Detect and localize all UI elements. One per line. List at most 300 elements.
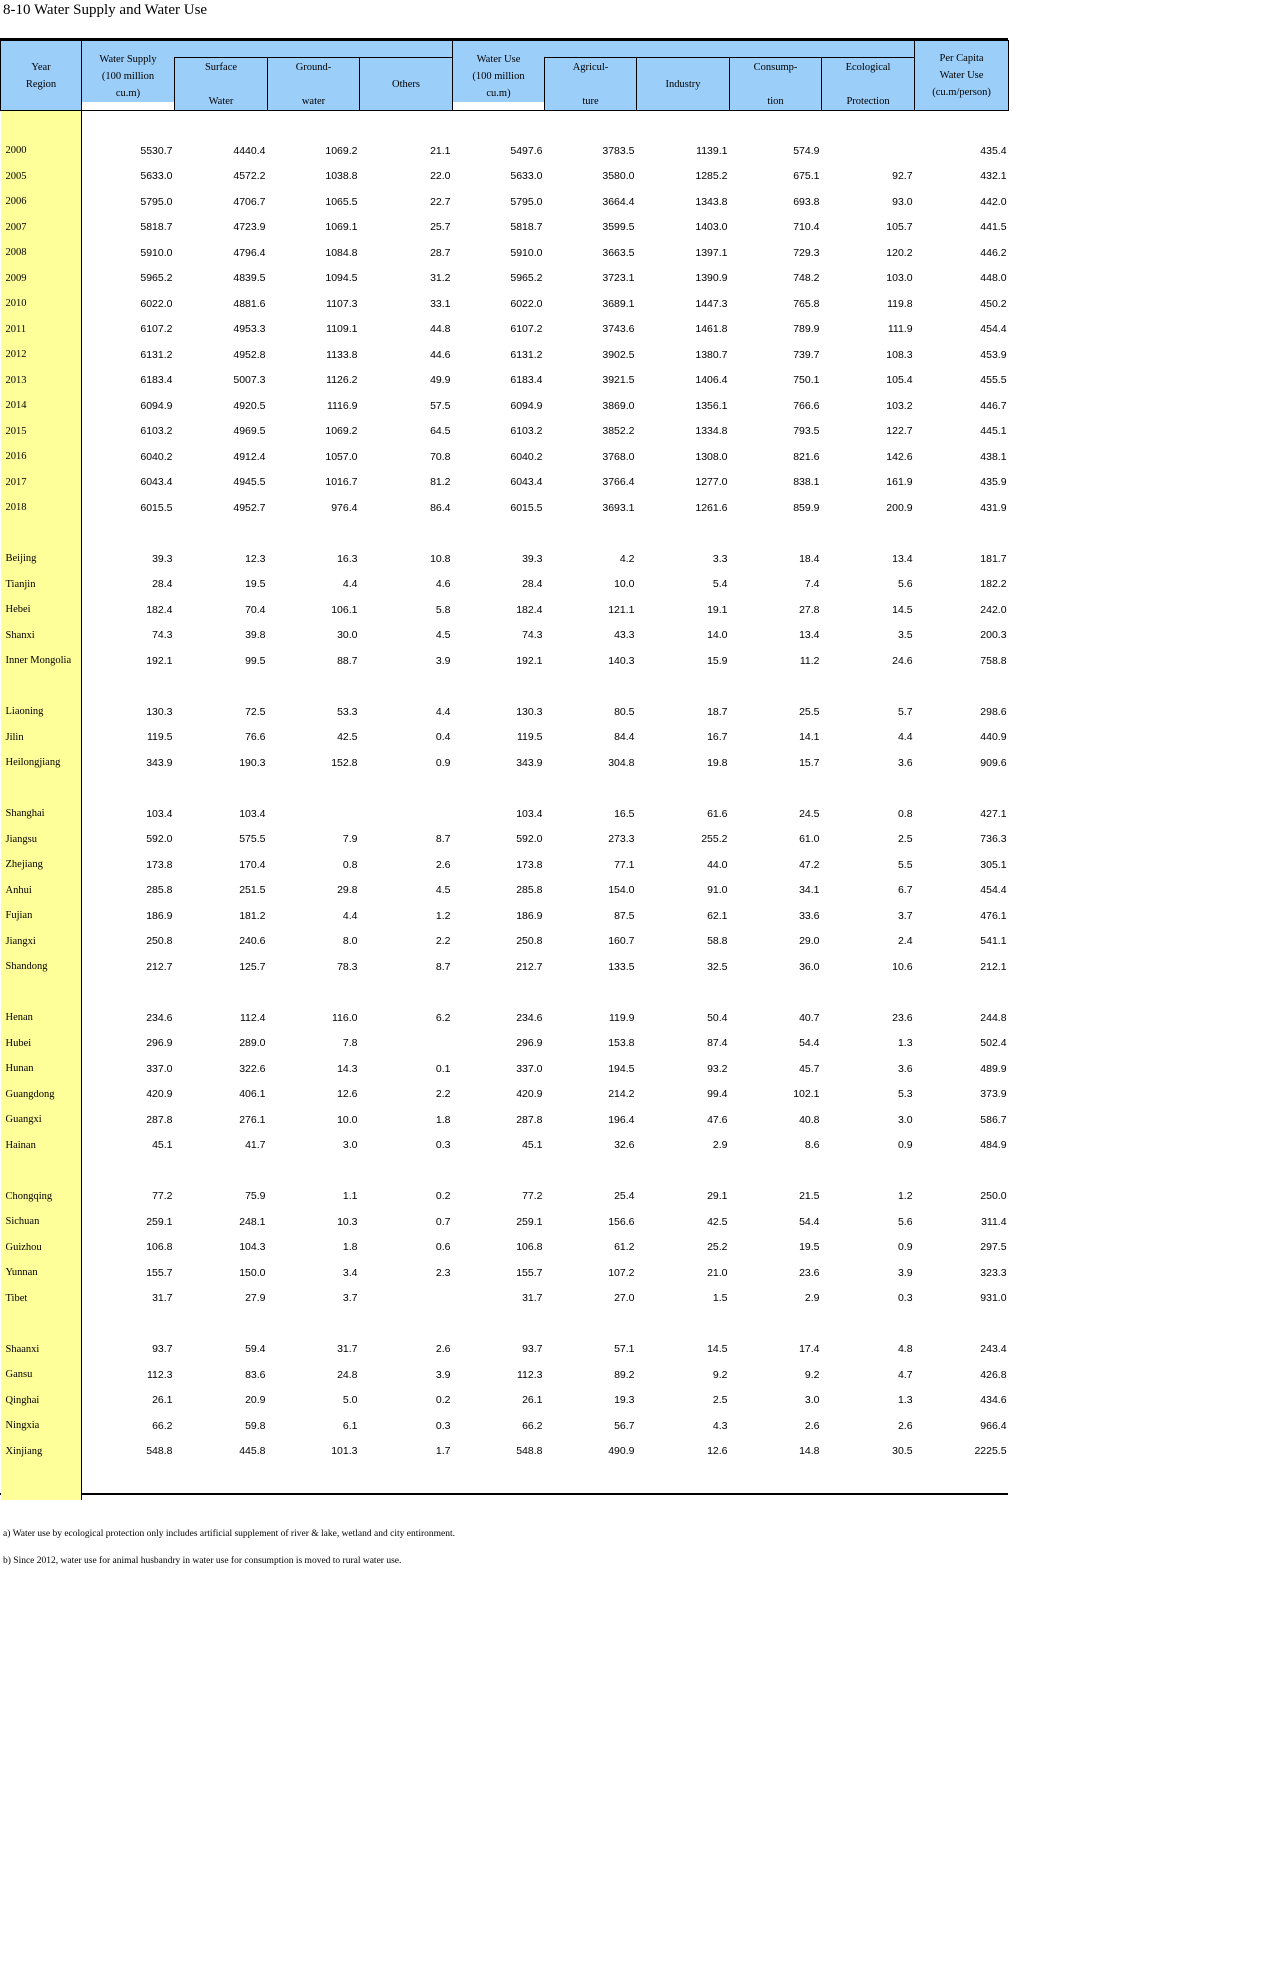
row-value: 27.9 <box>245 1292 266 1305</box>
row-value: 4.4 <box>342 909 358 922</box>
row-value: 32.6 <box>614 1139 635 1152</box>
row-value: 243.4 <box>980 1343 1007 1356</box>
table-row <box>1 189 1009 215</box>
row-value: 121.1 <box>608 603 635 616</box>
row-value: 43.3 <box>614 629 635 642</box>
row-value: 1277.0 <box>695 476 728 489</box>
row-value: 3902.5 <box>602 348 635 361</box>
row-value: 17.4 <box>799 1343 820 1356</box>
row-value: 438.1 <box>980 450 1007 463</box>
table-row <box>1 1209 1009 1235</box>
row-value: 44.0 <box>707 858 728 871</box>
row-value: 130.3 <box>516 705 543 718</box>
row-value: 255.2 <box>701 833 728 846</box>
row-value: 1.3 <box>897 1037 913 1050</box>
row-value: 5633.0 <box>140 170 173 183</box>
row-value: 119.8 <box>887 297 913 310</box>
row-value: 248.1 <box>239 1215 266 1228</box>
row-value: 4.8 <box>897 1343 913 1356</box>
row-value: 103.0 <box>886 272 913 285</box>
row-value: 39.3 <box>522 552 543 565</box>
row-value: 14.3 <box>337 1062 358 1075</box>
row-value: 4969.5 <box>233 425 266 438</box>
row-value: 440.9 <box>980 731 1007 744</box>
row-value: 86.4 <box>430 501 451 514</box>
row-value: 16.7 <box>707 731 728 744</box>
row-value: 3693.1 <box>602 501 635 514</box>
row-value: 2.3 <box>435 1266 451 1279</box>
row-value: 93.7 <box>152 1343 173 1356</box>
table-row <box>1 546 1009 572</box>
footnote-a: a) Water use by ecological protection only includes artificial supplement of river & lake, wetland and city entironment. <box>3 1529 456 1539</box>
header-water-supply: Water Supply (100 million cu.m) <box>82 50 175 103</box>
row-value: 21.0 <box>707 1266 728 1279</box>
row-value: 57.5 <box>430 399 451 412</box>
row-value: 44.6 <box>430 348 451 361</box>
row-value: 106.8 <box>516 1241 543 1254</box>
row-value: 343.9 <box>516 756 543 769</box>
row-value: 27.0 <box>614 1292 635 1305</box>
row-value: 76.6 <box>245 731 266 744</box>
row-label: 2018 <box>1 495 82 521</box>
table-row <box>1 138 1009 164</box>
table-row <box>1 419 1009 445</box>
row-label: 2000 <box>1 138 82 164</box>
table-row <box>1 1388 1009 1414</box>
row-value: 5007.3 <box>233 374 266 387</box>
row-value: 19.1 <box>707 603 728 616</box>
row-value: 133.5 <box>608 960 635 973</box>
row-value: 6043.4 <box>140 476 173 489</box>
table-row <box>1 317 1009 343</box>
row-value: 234.6 <box>146 1011 173 1024</box>
row-value: 14.8 <box>799 1445 820 1458</box>
table-row <box>1 291 1009 317</box>
row-value: 1084.8 <box>325 246 358 259</box>
row-value: 7.4 <box>804 578 820 591</box>
header-surface-water: Surface Water <box>175 58 268 111</box>
row-value: 12.3 <box>245 552 266 565</box>
row-value: 44.8 <box>430 323 451 336</box>
row-label: Shandong <box>1 954 82 980</box>
row-value: 251.5 <box>239 884 266 897</box>
row-value: 675.1 <box>793 170 820 183</box>
row-value: 87.5 <box>614 909 635 922</box>
row-value: 1.2 <box>897 1190 913 1203</box>
row-value: 1133.8 <box>326 348 358 361</box>
row-value: 81.2 <box>430 476 451 489</box>
row-value: 435.4 <box>980 144 1007 157</box>
row-value: 1057.0 <box>325 450 358 463</box>
row-value: 33.1 <box>430 297 451 310</box>
row-value: 297.5 <box>980 1241 1007 1254</box>
row-value: 39.8 <box>245 629 266 642</box>
row-value: 323.3 <box>980 1266 1007 1279</box>
row-value: 710.4 <box>793 221 820 234</box>
row-value: 0.2 <box>435 1190 451 1203</box>
row-label: Anhui <box>1 878 82 904</box>
row-value: 30.0 <box>337 629 358 642</box>
row-value: 435.9 <box>980 476 1007 489</box>
row-value: 87.4 <box>707 1037 728 1050</box>
row-value: 541.1 <box>980 935 1007 948</box>
row-value: 2.9 <box>712 1139 728 1152</box>
row-value: 21.5 <box>799 1190 820 1203</box>
table-row <box>1 1337 1009 1363</box>
row-value: 31.7 <box>152 1292 173 1305</box>
row-value: 6.1 <box>342 1419 358 1432</box>
row-value: 2.6 <box>435 858 451 871</box>
row-value: 8.0 <box>342 935 358 948</box>
row-value: 5795.0 <box>140 195 173 208</box>
row-value: 448.0 <box>980 272 1007 285</box>
row-value: 170.4 <box>239 858 266 871</box>
row-value: 5965.2 <box>140 272 173 285</box>
row-value: 112.3 <box>517 1368 543 1381</box>
row-value: 859.9 <box>793 501 820 514</box>
row-value: 89.2 <box>614 1368 635 1381</box>
row-value: 1065.5 <box>325 195 358 208</box>
row-value: 140.3 <box>608 654 635 667</box>
table-row <box>1 929 1009 955</box>
row-value: 152.8 <box>331 756 358 769</box>
row-value: 61.2 <box>614 1241 635 1254</box>
row-value: 75.9 <box>245 1190 266 1203</box>
row-value: 88.7 <box>337 654 358 667</box>
row-value: 15.9 <box>707 654 728 667</box>
row-value: 273.3 <box>608 833 635 846</box>
row-value: 24.8 <box>337 1368 358 1381</box>
row-value: 450.2 <box>980 297 1007 310</box>
row-label: Fujian <box>1 903 82 929</box>
row-value: 200.9 <box>886 501 913 514</box>
row-value: 484.9 <box>980 1139 1007 1152</box>
row-value: 119.5 <box>147 731 173 744</box>
row-value: 50.4 <box>707 1011 728 1024</box>
row-value: 102.1 <box>793 1088 820 1101</box>
row-value: 106.8 <box>146 1241 173 1254</box>
row-label: 2010 <box>1 291 82 317</box>
row-value: 30.5 <box>892 1445 913 1458</box>
row-value: 29.1 <box>707 1190 728 1203</box>
row-value: 5965.2 <box>510 272 543 285</box>
row-value: 2.9 <box>804 1292 820 1305</box>
row-value: 502.4 <box>980 1037 1007 1050</box>
row-value: 0.8 <box>897 807 913 820</box>
row-value: 182.4 <box>146 603 173 616</box>
row-value: 24.6 <box>892 654 913 667</box>
row-value: 105.7 <box>886 221 913 234</box>
row-value <box>360 801 453 827</box>
row-value: 29.8 <box>337 884 358 897</box>
row-value: 22.0 <box>430 170 451 183</box>
row-value: 29.0 <box>799 935 820 948</box>
table-row <box>1 827 1009 853</box>
row-label: Hainan <box>1 1133 82 1159</box>
row-value: 337.0 <box>516 1062 543 1075</box>
row-value: 103.4 <box>146 807 173 820</box>
row-value <box>360 1286 453 1312</box>
row-value: 108.3 <box>886 348 913 361</box>
row-value: 0.9 <box>897 1139 913 1152</box>
row-value: 74.3 <box>522 629 543 642</box>
row-value: 343.9 <box>146 756 173 769</box>
table-row <box>1 725 1009 751</box>
row-value: 304.8 <box>608 756 635 769</box>
row-value: 420.9 <box>146 1088 173 1101</box>
row-value: 0.3 <box>897 1292 913 1305</box>
table-row <box>1 801 1009 827</box>
row-value: 489.9 <box>980 1062 1007 1075</box>
row-value: 22.7 <box>430 195 451 208</box>
row-value <box>268 801 360 827</box>
row-value: 3.4 <box>342 1266 358 1279</box>
row-label: Hunan <box>1 1056 82 1082</box>
row-value: 2.5 <box>897 833 913 846</box>
row-value: 3.9 <box>435 1368 451 1381</box>
row-value: 305.1 <box>980 858 1007 871</box>
row-value: 70.4 <box>245 603 266 616</box>
row-value: 20.9 <box>245 1394 266 1407</box>
row-value: 40.7 <box>799 1011 820 1024</box>
row-label: Guangxi <box>1 1107 82 1133</box>
row-value: 42.5 <box>707 1215 728 1228</box>
row-value: 25.5 <box>799 705 820 718</box>
row-value: 4953.3 <box>233 323 266 336</box>
row-value: 3852.2 <box>602 425 635 438</box>
row-value: 4723.9 <box>233 221 266 234</box>
row-value: 0.1 <box>435 1062 451 1075</box>
table-row <box>1 1133 1009 1159</box>
row-value: 77.2 <box>152 1190 173 1203</box>
row-value: 2.6 <box>804 1419 820 1432</box>
row-value: 3689.1 <box>602 297 635 310</box>
row-value: 6022.0 <box>510 297 543 310</box>
row-value: 427.1 <box>980 807 1007 820</box>
row-value: 3.7 <box>897 909 913 922</box>
row-value: 5910.0 <box>140 246 173 259</box>
row-value: 212.1 <box>980 960 1007 973</box>
row-value: 6022.0 <box>140 297 173 310</box>
row-value: 259.1 <box>516 1215 543 1228</box>
row-value: 276.1 <box>239 1113 266 1126</box>
row-value: 150.0 <box>239 1266 266 1279</box>
row-value: 64.5 <box>430 425 451 438</box>
row-label: 2008 <box>1 240 82 266</box>
header-industry: Industry <box>637 58 730 111</box>
group-spacer <box>1 1311 1009 1337</box>
row-value: 93.7 <box>522 1343 543 1356</box>
row-value: 298.6 <box>980 705 1007 718</box>
row-value: 4920.5 <box>233 399 266 412</box>
row-value: 161.9 <box>886 476 913 489</box>
row-label: Shanghai <box>1 801 82 827</box>
row-value: 99.4 <box>707 1088 728 1101</box>
row-value: 153.8 <box>608 1037 635 1050</box>
row-value: 45.1 <box>522 1139 543 1152</box>
row-value: 6183.4 <box>140 374 173 387</box>
row-value: 54.4 <box>799 1037 820 1050</box>
row-value: 155.7 <box>146 1266 173 1279</box>
row-value: 3664.4 <box>602 195 635 208</box>
row-value: 1069.2 <box>325 425 358 438</box>
row-value: 3783.5 <box>602 144 635 157</box>
row-value: 548.8 <box>516 1445 543 1458</box>
table-row <box>1 648 1009 674</box>
table-row <box>1 699 1009 725</box>
row-value: 838.1 <box>793 476 820 489</box>
row-value: 83.6 <box>245 1368 266 1381</box>
row-value: 42.5 <box>337 731 358 744</box>
row-value: 2.6 <box>435 1343 451 1356</box>
row-value: 54.4 <box>799 1215 820 1228</box>
row-value: 3.6 <box>897 1062 913 1075</box>
row-value: 3869.0 <box>602 399 635 412</box>
row-label: Shanxi <box>1 623 82 649</box>
row-value: 25.4 <box>614 1190 635 1203</box>
row-label: Tibet <box>1 1286 82 1312</box>
row-value: 111.9 <box>887 323 913 336</box>
row-value: 107.2 <box>608 1266 635 1279</box>
table-row <box>1 572 1009 598</box>
row-value: 1380.7 <box>695 348 728 361</box>
table-row <box>1 750 1009 776</box>
row-value: 758.8 <box>980 654 1007 667</box>
row-value: 45.1 <box>152 1139 173 1152</box>
row-value: 200.3 <box>980 629 1007 642</box>
row-value: 125.7 <box>239 960 266 973</box>
row-value: 93.2 <box>707 1062 728 1075</box>
row-value: 766.6 <box>793 399 820 412</box>
row-value: 3.7 <box>342 1292 358 1305</box>
table-row <box>1 1005 1009 1031</box>
row-value: 1.8 <box>435 1113 451 1126</box>
row-value: 4945.5 <box>233 476 266 489</box>
row-value: 4.5 <box>435 884 451 897</box>
row-label: 2016 <box>1 444 82 470</box>
row-value: 91.0 <box>707 884 728 897</box>
table-row <box>1 164 1009 190</box>
header-per-capita: Per Capita Water Use (cu.m/person) <box>915 41 1009 111</box>
row-label: 2009 <box>1 266 82 292</box>
row-value: 9.2 <box>712 1368 728 1381</box>
row-value: 6107.2 <box>140 323 173 336</box>
row-value: 93.0 <box>892 195 913 208</box>
row-value: 160.7 <box>608 935 635 948</box>
table-row <box>1 597 1009 623</box>
table-row <box>1 1413 1009 1439</box>
row-value: 10.0 <box>337 1113 358 1126</box>
row-value: 31.7 <box>522 1292 543 1305</box>
row-value: 4.2 <box>619 552 635 565</box>
row-value: 1308.0 <box>695 450 728 463</box>
row-value: 6015.5 <box>140 501 173 514</box>
table-row <box>1 215 1009 241</box>
row-value: 1116.9 <box>326 399 358 412</box>
row-value: 4.4 <box>342 578 358 591</box>
row-value: 7.9 <box>342 833 358 846</box>
row-value: 442.0 <box>980 195 1007 208</box>
row-value: 4952.7 <box>233 501 266 514</box>
row-value: 59.4 <box>245 1343 266 1356</box>
row-value: 287.8 <box>516 1113 543 1126</box>
row-value: 14.1 <box>799 731 820 744</box>
table-row <box>1 954 1009 980</box>
row-value: 53.3 <box>337 705 358 718</box>
row-label: 2007 <box>1 215 82 241</box>
row-value: 1403.0 <box>695 221 728 234</box>
row-value: 4706.7 <box>233 195 266 208</box>
row-value: 6094.9 <box>510 399 543 412</box>
row-value: 1.3 <box>897 1394 913 1407</box>
group-spacer <box>1 1158 1009 1184</box>
row-value: 119.5 <box>517 731 543 744</box>
row-value: 765.8 <box>793 297 820 310</box>
row-value: 23.6 <box>799 1266 820 1279</box>
row-value: 77.1 <box>614 858 635 871</box>
row-label: 2011 <box>1 317 82 343</box>
row-value: 5.0 <box>342 1394 358 1407</box>
table-body <box>1 111 1009 1501</box>
row-value: 6107.2 <box>510 323 543 336</box>
row-value: 1069.2 <box>325 144 358 157</box>
row-value: 33.6 <box>799 909 820 922</box>
row-value: 31.7 <box>337 1343 358 1356</box>
row-value: 575.5 <box>239 833 266 846</box>
row-value: 12.6 <box>337 1088 358 1101</box>
row-value: 36.0 <box>799 960 820 973</box>
row-value: 1334.8 <box>695 425 728 438</box>
row-value: 0.2 <box>435 1394 451 1407</box>
row-value: 1397.1 <box>695 246 728 259</box>
row-value: 5497.6 <box>510 144 543 157</box>
row-value: 6015.5 <box>510 501 543 514</box>
row-value: 14.5 <box>892 603 913 616</box>
row-label: Ningxia <box>1 1413 82 1439</box>
table-row <box>1 266 1009 292</box>
row-value: 56.7 <box>614 1419 635 1432</box>
row-value: 3921.5 <box>602 374 635 387</box>
row-value: 13.4 <box>799 629 820 642</box>
row-value: 119.9 <box>609 1011 635 1024</box>
row-value: 453.9 <box>980 348 1007 361</box>
row-value: 1.7 <box>435 1445 451 1458</box>
row-value: 5.5 <box>897 858 913 871</box>
row-value: 446.7 <box>980 399 1007 412</box>
row-value: 103.4 <box>516 807 543 820</box>
row-value: 8.7 <box>435 960 451 973</box>
row-label: Jilin <box>1 725 82 751</box>
row-value: 19.3 <box>614 1394 635 1407</box>
row-value: 285.8 <box>516 884 543 897</box>
row-value: 750.1 <box>793 374 820 387</box>
row-value: 192.1 <box>516 654 543 667</box>
row-value: 18.7 <box>707 705 728 718</box>
row-value: 19.5 <box>799 1241 820 1254</box>
row-value: 431.9 <box>980 501 1007 514</box>
row-value: 1343.8 <box>695 195 728 208</box>
row-value: 1.1 <box>342 1190 358 1203</box>
row-value: 1126.2 <box>326 374 358 387</box>
table-row <box>1 444 1009 470</box>
row-value: 19.5 <box>245 578 266 591</box>
row-value: 6131.2 <box>510 348 543 361</box>
row-value: 242.0 <box>980 603 1007 616</box>
row-value: 4.7 <box>897 1368 913 1381</box>
row-value: 2.2 <box>435 1088 451 1101</box>
row-value: 11.2 <box>799 654 820 667</box>
row-value: 5.4 <box>712 578 728 591</box>
